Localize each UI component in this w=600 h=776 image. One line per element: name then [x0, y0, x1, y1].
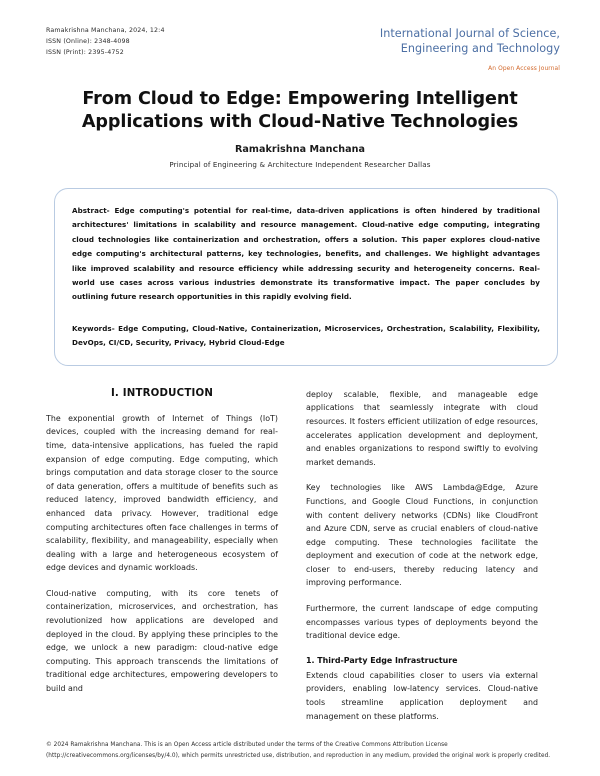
body-columns: [0, 366, 600, 723]
section-heading-introduction: I. INTRODUCTION: [110, 387, 214, 399]
journal-branding: [380, 26, 560, 72]
subsection-heading-third-party-edge-infrastructure: 1. Third-Party Edge Infrastructure: [306, 655, 458, 665]
paragraph: Furthermore, the current landscape of edge computing encompasses various types of deployments beyond the traditional device edge.: [306, 604, 538, 641]
issn-print: ISSN (Print): 2395-4752: [46, 48, 124, 56]
title-block: [0, 72, 600, 169]
paragraph: Key technologies like AWS Lambda@Edge, Azure Functions, and Google Cloud Functions, in conjunction with content delivery networks (CDNs) like CloudFront and Azure CDN, serve as crucial enablers of cloud-native edge computing. These technologies facilitate the deployment and execution of code at the network edge, closer to end-users, thereby reducing latency and improving performance.: [306, 483, 538, 588]
issn-online: ISSN (Online): 2348-4098: [46, 37, 130, 45]
masthead-citation-block: [46, 26, 165, 58]
paragraph: Extends cloud capabilities closer to users via external providers, enabling low-latency services. Cloud-native tools streamline application deployment and management on these platforms.: [306, 670, 538, 721]
author-name: Ramakrishna Manchana: [234, 143, 366, 155]
left-column: [46, 388, 278, 723]
author-affiliation: Principal of Engineering & Architecture Independent Researcher Dallas: [169, 159, 431, 169]
abstract-card: [54, 188, 558, 366]
keywords-text: Keywords- Edge Computing, Cloud-Native, Containerization, Microservices, Orchestration, Scalability, Flexibility, DevOps, CI/CD, Security, Privacy, Hybrid Cloud-Edge: [72, 323, 540, 348]
abstract-text: Abstract- Edge computing's potential for real-time, data-driven applications is often hindered by traditional architectures' limitations in scalability and resource management. Cloud-native edge computing, integrating cloud technologies like containerization and orchestration, offers a solution. This paper explores cloud-native edge computing's architectural patterns, key technologies, benefits, and challenges. We highlight advantages like improved scalability and resource efficiency while addressing security and heterogeneity concerns. Real-world use cases across various industries demonstrate its transformative impact. The paper concludes by outlining future research opportunities in this rapidly evolving field.: [72, 205, 540, 302]
paragraph: The exponential growth of Internet of Things (IoT) devices, coupled with the increasing demand for real-time, data-intensive applications, has fueled the rapid expansion of edge computing. Edge computing, which brings computation and data storage closer to the source of data generation, offers a multitude of benefits such as reduced latency, improved bandwidth efficiency, and enhanced data privacy. However, traditional edge computing architectures often face challenges in terms of scalability, flexibility, and manageability, especially when dealing with a large and heterogeneous ecosystem of edge devices and dynamic workloads.: [46, 413, 278, 573]
paragraph: deploy scalable, flexible, and manageable edge applications that seamlessly integrate with cloud resources. It fosters efficient utilization of edge resources, accelerates application development and deployment, and enables organizations to respond swiftly to evolving market demands.: [306, 389, 538, 467]
right-column: [306, 388, 538, 723]
open-access-label: An Open Access Journal: [488, 65, 560, 72]
footer-copyright: © 2024 Ramakrishna Manchana. This is an Open Access article distributed under the terms of the Creative Commons Attribution License (http://creativecommons.org/licenses/by/4.0), which permits unrestricted use, distribution, and reproduction in any medium, provided the original work is properly credited.: [46, 741, 551, 759]
journal-name-line-2: Engineering and Technology: [400, 41, 560, 55]
paragraph: Cloud-native computing, with its core tenets of containerization, microservices, and orchestration, has revolutionized how applications are developed and deployed in the cloud. By applying these principles to the edge, we unlock a new paradigm: cloud-native edge computing. This approach transcends the limitations of traditional edge architectures, empowering developers to build and: [46, 588, 278, 694]
citation-line: Ramakrishna Manchana, 2024, 12:4: [46, 27, 165, 34]
masthead: [0, 0, 600, 72]
journal-name-line-1: International Journal of Science,: [379, 27, 560, 40]
page-title: From Cloud to Edge: Empowering Intelligent Applications with Cloud-Native Technologies: [81, 88, 519, 133]
